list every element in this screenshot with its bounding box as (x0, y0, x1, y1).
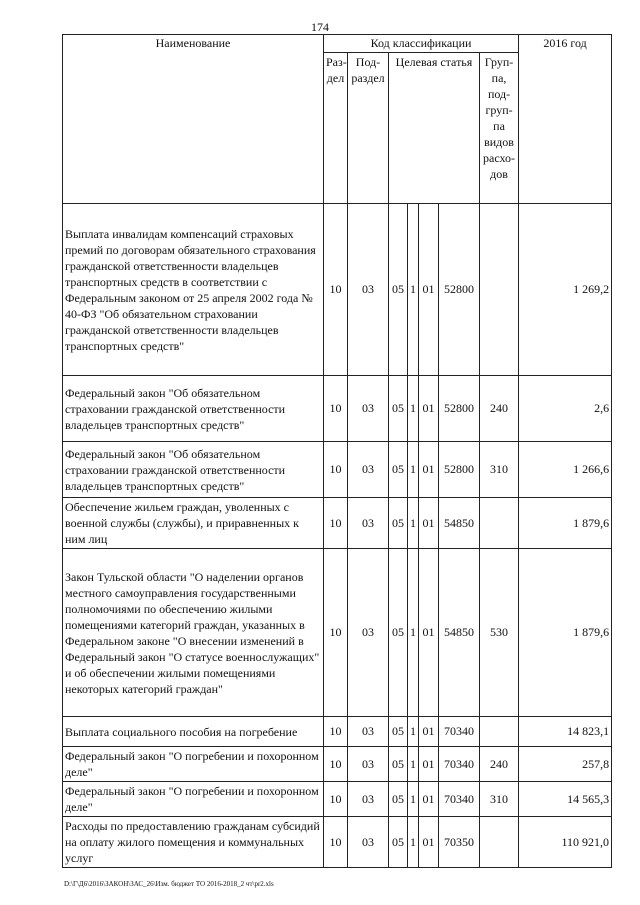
row-target-subprogram: 1 (408, 717, 419, 747)
table-row (63, 782, 612, 817)
row-expense-group: 240 (480, 376, 519, 442)
header-code-group: Код классификации (324, 35, 519, 53)
row-expense-group: 530 (480, 549, 519, 717)
table-row (63, 498, 612, 549)
row-expense-group: 240 (480, 747, 519, 782)
row-target-event: 01 (419, 717, 439, 747)
page-number: 174 (311, 20, 329, 34)
row-target-event: 01 (419, 442, 439, 498)
row-target-code: 52800 (439, 204, 480, 376)
header-razdel: Раз- дел (324, 53, 348, 204)
row-razdel: 10 (324, 549, 348, 717)
row-target-subprogram: 1 (408, 376, 419, 442)
row-amount: 1 879,6 (519, 549, 612, 717)
row-expense-group (480, 204, 519, 376)
row-podrazdel: 03 (348, 498, 389, 549)
row-target-subprogram: 1 (408, 498, 419, 549)
row-amount: 2,6 (519, 376, 612, 442)
row-target-event: 01 (419, 376, 439, 442)
row-razdel: 10 (324, 498, 348, 549)
table-row (63, 817, 612, 868)
row-podrazdel: 03 (348, 549, 389, 717)
row-target-code: 70340 (439, 747, 480, 782)
row-podrazdel: 03 (348, 782, 389, 817)
table-header (63, 35, 612, 204)
file-path-footer: D:\Г\Д6\2016\ЗАКОН\ЗАС_26\Изм. бюджет ТО 2016-2018_2 чт\pr2.xls (64, 880, 274, 888)
table-row (63, 204, 612, 376)
table-row (63, 376, 612, 442)
row-target-event: 01 (419, 549, 439, 717)
header-group: Груп- па, под- груп- па видов расхо- дов (480, 53, 519, 204)
row-razdel: 10 (324, 817, 348, 868)
header-name: Наименование (63, 35, 324, 204)
table-row (63, 549, 612, 717)
row-target-program: 05 (389, 376, 408, 442)
row-expense-group: 310 (480, 782, 519, 817)
row-target-event: 01 (419, 782, 439, 817)
row-razdel: 10 (324, 442, 348, 498)
row-amount: 14 565,3 (519, 782, 612, 817)
row-target-event: 01 (419, 817, 439, 868)
row-name: Выплата инвалидам компенсаций страховых премий по договорам обязательного страхования гражданской ответственности владельцев транспортных средств в соответствии с Федеральным законом от 25 апреля 2002 года № 40-ФЗ "Об обязательном страховании гражданской ответственности владельцев транспортных средств" (63, 204, 324, 376)
row-name: Федеральный закон "О погребении и похоронном деле" (63, 782, 324, 817)
row-podrazdel: 03 (348, 376, 389, 442)
row-amount: 1 269,2 (519, 204, 612, 376)
row-amount: 14 823,1 (519, 717, 612, 747)
row-expense-group (480, 817, 519, 868)
row-target-code: 70340 (439, 717, 480, 747)
row-podrazdel: 03 (348, 204, 389, 376)
table-row (63, 442, 612, 498)
row-target-program: 05 (389, 204, 408, 376)
row-target-program: 05 (389, 549, 408, 717)
row-target-program: 05 (389, 498, 408, 549)
header-target: Целевая статья (389, 53, 480, 204)
row-expense-group (480, 717, 519, 747)
row-podrazdel: 03 (348, 747, 389, 782)
row-razdel: 10 (324, 376, 348, 442)
row-razdel: 10 (324, 747, 348, 782)
row-name: Обеспечение жильем граждан, уволенных с военной службы (службы), и приравненных к ним лиц (63, 498, 324, 549)
row-amount: 110 921,0 (519, 817, 612, 868)
row-razdel: 10 (324, 204, 348, 376)
table-body (63, 204, 612, 868)
row-target-code: 52800 (439, 442, 480, 498)
row-target-program: 05 (389, 717, 408, 747)
row-amount: 1 879,6 (519, 498, 612, 549)
row-amount: 257,8 (519, 747, 612, 782)
row-target-subprogram: 1 (408, 782, 419, 817)
row-target-code: 70340 (439, 782, 480, 817)
row-name: Федеральный закон "О погребении и похоронном деле" (63, 747, 324, 782)
row-target-subprogram: 1 (408, 747, 419, 782)
row-target-subprogram: 1 (408, 204, 419, 376)
row-target-program: 05 (389, 817, 408, 868)
row-target-event: 01 (419, 498, 439, 549)
row-target-code: 54850 (439, 498, 480, 549)
row-podrazdel: 03 (348, 717, 389, 747)
row-target-subprogram: 1 (408, 817, 419, 868)
row-name: Закон Тульской области "О наделении органов местного самоуправления государственными полномочиями по обеспечению жилыми помещениями категорий граждан, указанных в Федеральном законе "О внесении изменений в Федеральный закон "О статусе военнослужащих" и об обеспечении жилыми помещениями некоторых категорий граждан" (63, 549, 324, 717)
row-name: Федеральный закон "Об обязательном страховании гражданской ответственности владельцев транспортных средств" (63, 442, 324, 498)
row-razdel: 10 (324, 782, 348, 817)
row-podrazdel: 03 (348, 817, 389, 868)
row-target-event: 01 (419, 204, 439, 376)
budget-table (62, 34, 612, 868)
row-name: Федеральный закон "Об обязательном страховании гражданской ответственности владельцев транспортных средств" (63, 376, 324, 442)
row-target-subprogram: 1 (408, 442, 419, 498)
row-target-code: 70350 (439, 817, 480, 868)
row-target-code: 52800 (439, 376, 480, 442)
row-expense-group: 310 (480, 442, 519, 498)
row-name: Выплата социального пособия на погребение (63, 717, 324, 747)
row-name: Расходы по предоставлению гражданам субсидий на оплату жилого помещения и коммунальных услуг (63, 817, 324, 868)
table-row (63, 747, 612, 782)
row-amount: 1 266,6 (519, 442, 612, 498)
row-expense-group (480, 498, 519, 549)
row-razdel: 10 (324, 717, 348, 747)
row-target-program: 05 (389, 747, 408, 782)
row-podrazdel: 03 (348, 442, 389, 498)
table-row (63, 717, 612, 747)
header-year: 2016 год (519, 35, 612, 204)
row-target-event: 01 (419, 747, 439, 782)
row-target-subprogram: 1 (408, 549, 419, 717)
header-podrazdel: Под- раздел (348, 53, 389, 204)
row-target-code: 54850 (439, 549, 480, 717)
row-target-program: 05 (389, 442, 408, 498)
row-target-program: 05 (389, 782, 408, 817)
